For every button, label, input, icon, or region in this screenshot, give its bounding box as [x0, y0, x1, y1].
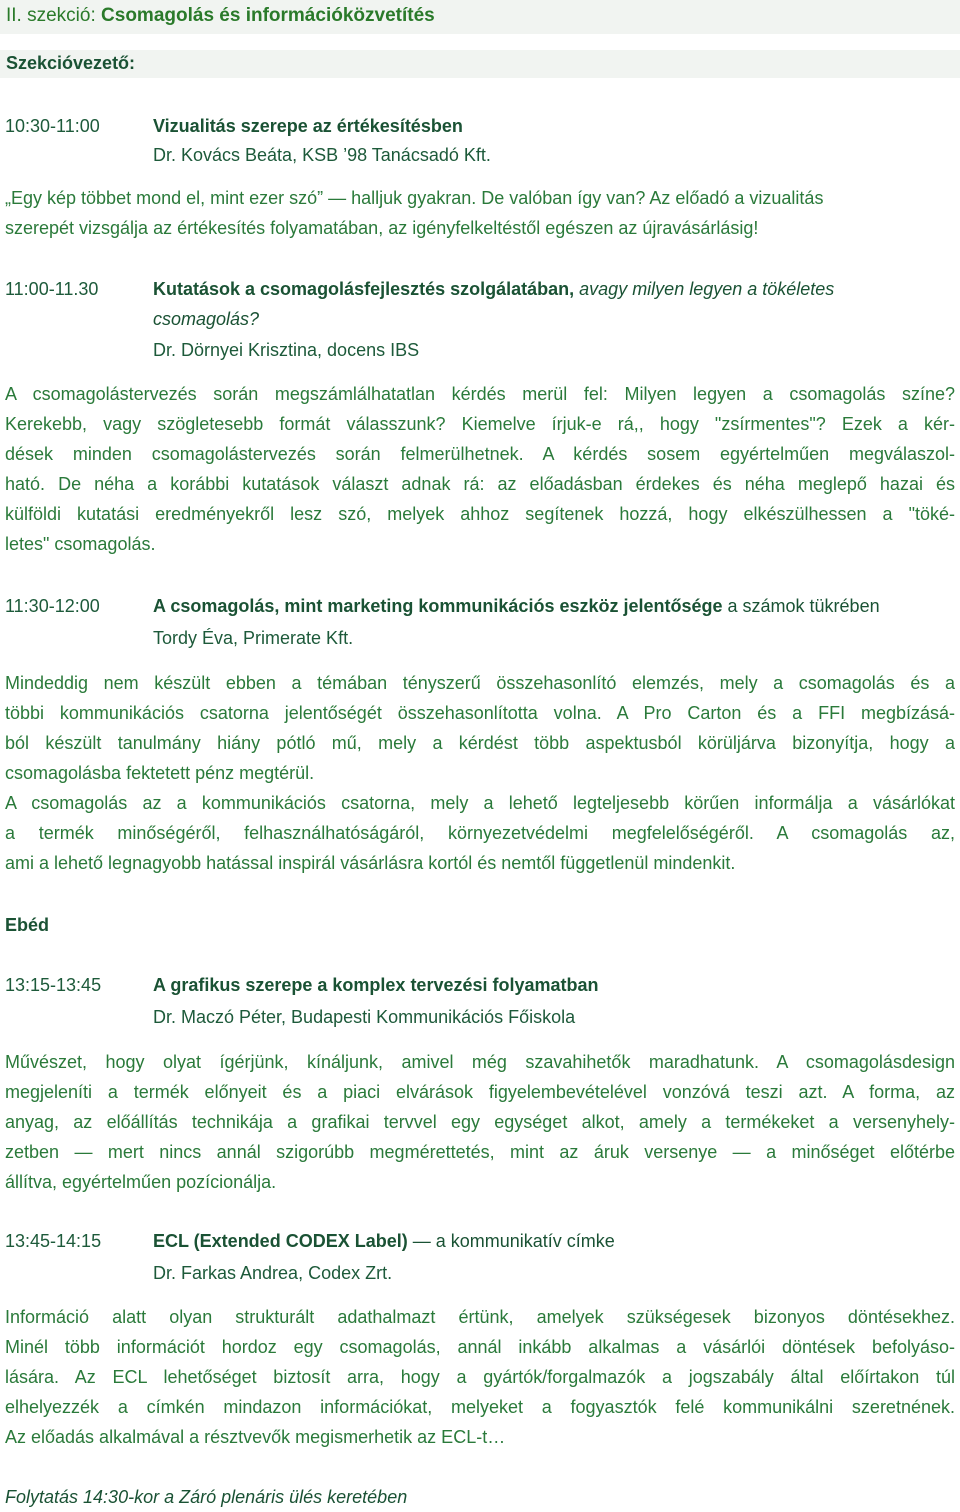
- talk-2-title-subtitle-cont: csomagolás?: [153, 309, 260, 329]
- talk-1-speaker: Dr. Kovács Beáta, KSB ’98 Tanácsadó Kft.: [153, 145, 491, 165]
- talk-5-time: 13:45-14:15: [5, 1231, 102, 1251]
- abstract-line: többi kommunikációs csatorna jelentőségét összehasonlította volna. A Pro Carton és a FFI megbízásá-: [5, 703, 955, 723]
- talk-3-time: 11:30-12:00: [5, 596, 100, 616]
- abstract-line: elhelyezzék a címkén mindazon információkat, melyeket a fogyasztók felé kommunikálni szeretnének.: [5, 1397, 955, 1417]
- talk-3-abstract: [5, 668, 955, 878]
- talk-1-title: Vizualitás szerepe az értékesítésben: [153, 116, 463, 136]
- abstract-line: letes" csomagolás.: [5, 534, 156, 554]
- talk-1-abstract: [5, 183, 955, 243]
- section-title: Csomagolás és információközvetítés: [101, 5, 435, 26]
- abstract-line: a termék minőségéről, felhasználhatóságáról, környezetvédelmi megfelelőségéről. A csomagolás az,: [5, 823, 955, 843]
- talk-5-speaker: Dr. Farkas Andrea, Codex Zrt.: [153, 1263, 393, 1283]
- abstract-line: A csomagolás az a kommunikációs csatorna, mely a lehető legteljesebb körűen informálja a vásárlókat: [5, 793, 955, 813]
- talk-4-title: A grafikus szerepe a komplex tervezési folyamatban: [153, 975, 599, 995]
- talk-5-title-rest: — a kommunikatív címke: [407, 1231, 615, 1251]
- abstract-line: ból készült tanulmány hiány pótló mű, mely a kérdést több aspektusból körüljárva bizonyítja, hogy a: [5, 733, 955, 753]
- section-header: [0, 0, 960, 34]
- abstract-line: ható. De néha a korábbi kutatások választ adnak rá: az előadásban érdekes és néha meglepő hazai és: [5, 474, 955, 494]
- talk-4-time: 13:15-13:45: [5, 975, 102, 995]
- abstract-line: szerepét vizsgálja az értékesítés folyamatában, az igényfelkeltéstől egészen az újravásárlásig!: [5, 218, 759, 238]
- talk-3-title-rest: a számok tükrében: [722, 596, 880, 616]
- abstract-line: ami a lehető legnagyobb hatással inspirál vásárlásra kortól és nemtől függetlenül mindenkit.: [5, 853, 736, 873]
- abstract-line: Mindeddig nem készült ebben a témában tényszerű összehasonlító elemzés, mely a csomagolás és a: [5, 673, 955, 693]
- footer-note: Folytatás 14:30-kor a Záró plenáris ülés keretében: [5, 1487, 408, 1507]
- section-prefix: II. szekció:: [6, 5, 102, 26]
- abstract-line: Kerekebb, vagy szögletesebb formát válasszunk? Kiemelve írjuk-e rá,, hogy "zsírmentes"? Ezek a kér-: [5, 414, 955, 434]
- section-lead-label: Szekcióvezető:: [0, 50, 960, 78]
- talk-3-speaker: Tordy Éva, Primerate Kft.: [153, 628, 354, 648]
- talk-2-time: 11:00-11.30: [5, 279, 99, 299]
- talk-2-title: [153, 279, 834, 300]
- talk-4-speaker: Dr. Maczó Péter, Budapesti Kommunikációs Főiskola: [153, 1007, 576, 1027]
- abstract-line: „Egy kép többet mond el, mint ezer szó” — halljuk gyakran. De valóban így van? Az előadó a vizualitás: [5, 188, 824, 208]
- lunch-heading: Ebéd: [5, 915, 50, 935]
- talk-4-abstract: [5, 1047, 955, 1197]
- talk-5-title-main: ECL (Extended CODEX Label): [153, 1231, 408, 1251]
- talk-5-title: [153, 1231, 615, 1252]
- abstract-line: anyag, az előállítás technikája a grafikai tervvel egy egységet alkot, amely a termékeket a versenyhely-: [5, 1112, 955, 1132]
- talk-2-title-subtitle: avagy milyen legyen a tökéletes: [574, 279, 835, 299]
- abstract-line: állítva, egyértelműen pozícionálja.: [5, 1172, 277, 1192]
- abstract-line: zetben — mert nincs annál szigorúbb megmérettetés, mint az áruk versenye — a minőséget előtérbe: [5, 1142, 955, 1162]
- abstract-line: dések minden csomagolástervezés során felmerülhetnek. A kérdés sosem egyértelműen megválaszol-: [5, 444, 955, 464]
- abstract-line: Információ alatt olyan strukturált adathalmazt értünk, amelyek szükségesek bizonyos döntésekhez.: [5, 1307, 955, 1327]
- talk-2-title-cont: [153, 309, 259, 330]
- talk-3-title-main: A csomagolás, mint marketing kommunikációs eszköz jelentősége: [153, 596, 723, 616]
- talk-5-abstract: [5, 1302, 955, 1452]
- abstract-line: Az előadás alkalmával a résztvevők megismerhetik az ECL-t…: [5, 1427, 506, 1447]
- abstract-line: A csomagolástervezés során megszámlálhatatlan kérdés merül fel: Milyen legyen a csomagolás színe?: [5, 384, 955, 404]
- talk-3-title: [153, 596, 880, 617]
- talk-1-time: 10:30-11:00: [5, 116, 100, 136]
- abstract-line: külföldi kutatási eredményekről lesz szó, melyek ahhoz segítenek hozzá, hogy elkészülhessen a "töké-: [5, 504, 955, 524]
- talk-2-abstract: [5, 379, 955, 559]
- abstract-line: Művészet, hogy olyat ígérjünk, kínáljunk, amivel még szavahihetők maradhatunk. A csomagolásdesign: [5, 1052, 955, 1072]
- abstract-line: Minél több információt hordoz egy csomagolás, annál inkább alkalmas a vásárlói döntések befolyáso-: [5, 1337, 955, 1357]
- talk-2-speaker: Dr. Dörnyei Krisztina, docens IBS: [153, 340, 420, 360]
- talk-2-title-main: Kutatások a csomagolásfejlesztés szolgálatában,: [153, 279, 575, 299]
- abstract-line: csomagolásba fektetett pénz megtérül.: [5, 763, 315, 783]
- abstract-line: megjeleníti a termék előnyeit és a piaci elvárások figyelembevételével vonzóvá teszi azt. A forma, az: [5, 1082, 955, 1102]
- abstract-line: lására. Az ECL lehetőséget biztosít arra, hogy a gyártók/forgalmazók a jogszabály által előírtakon túl: [5, 1367, 955, 1387]
